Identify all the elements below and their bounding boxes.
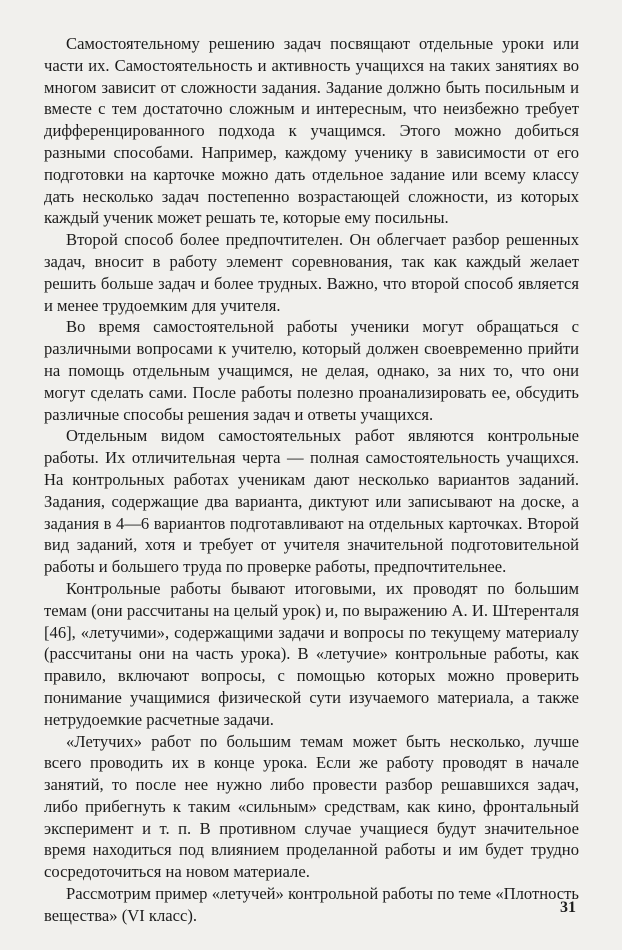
paragraph-6: «Летучих» работ по большим темам может быть несколько, лучше всего проводить их в конце урока. Если же работу проводят в начале занятий, то после нее нужно либо провести разбор решавшихся задач, либо прибегнуть к таким «сильным» средствам, как кино, фронтальный эксперимент и т. п. В противном случае учащиеся будут значительное время находиться под влиянием проделанной работы и им будет трудно сосредоточиться на новом материале. (44, 731, 579, 882)
paragraph-3: Во время самостоятельной работы ученики могут обращаться с различными вопросами к учителю, который должен своевременно прийти на помощь отдельным учащимся, не делая, однако, за них то, что они могут сделать сами. После работы полезно проанализировать ее, обсудить различные способы решения задач и ответы учащихся. (44, 317, 579, 424)
paragraph-4: Отдельным видом самостоятельных работ являются контрольные работы. Их отличительная черта — полная самостоятельность учащихся. На контрольных работах ученикам дают несколько вариантов заданий. Задания, содержащие два варианта, диктуют или записывают на доске, а задания в 4—6 вариантов подготавливают на отдельных карточках. Второй вид заданий, хотя и требует от учителя значительной подготовительной работы и большего труда по проверке работы, предпочтительнее. (44, 426, 579, 577)
paragraph-7: Рассмотрим пример «летучей» контрольной работы по теме «Плотность вещества» (VI класс). (44, 884, 579, 925)
page-body (44, 33, 579, 927)
paragraph-2: Второй способ более предпочтителен. Он облегчает разбор решенных задач, вносит в работу элемент соревнования, так как каждый желает решить больше задач и более трудных. Важно, что второй способ является и менее трудоемким для учителя. (44, 230, 579, 315)
paragraph-5: Контрольные работы бывают итоговыми, их проводят по большим темам (они рассчитаны на целый урок) и, по выражению А. И. Штеренталя [46], «летучими», содержащими задачи и вопросы по текущему материалу (рассчитаны они на часть урока). В «летучие» контрольные работы, как правило, включают вопросы, с помощью которых можно проверить понимание учащимися физической сути изучаемого материала, а также нетрудоемкие расчетные задачи. (44, 578, 579, 729)
page-number: 31 (560, 899, 576, 916)
paragraph-1: Самостоятельному решению задач посвящают отдельные уроки или части их. Самостоятельность и активность учащихся на таких занятиях во многом зависит от сложности задания. Задание должно быть посильным и вместе с тем достаточно сложным и интересным, что неизбежно требует дифференцированного подхода к учащимся. Этого можно добиться разными способами. Например, каждому ученику в зависимости от его подготовки на карточке можно дать отдельное задание или всему классу дать несколько задач постепенно возрастающей сложности, из которых каждый ученик может решать те, которые ему посильны. (44, 34, 579, 228)
